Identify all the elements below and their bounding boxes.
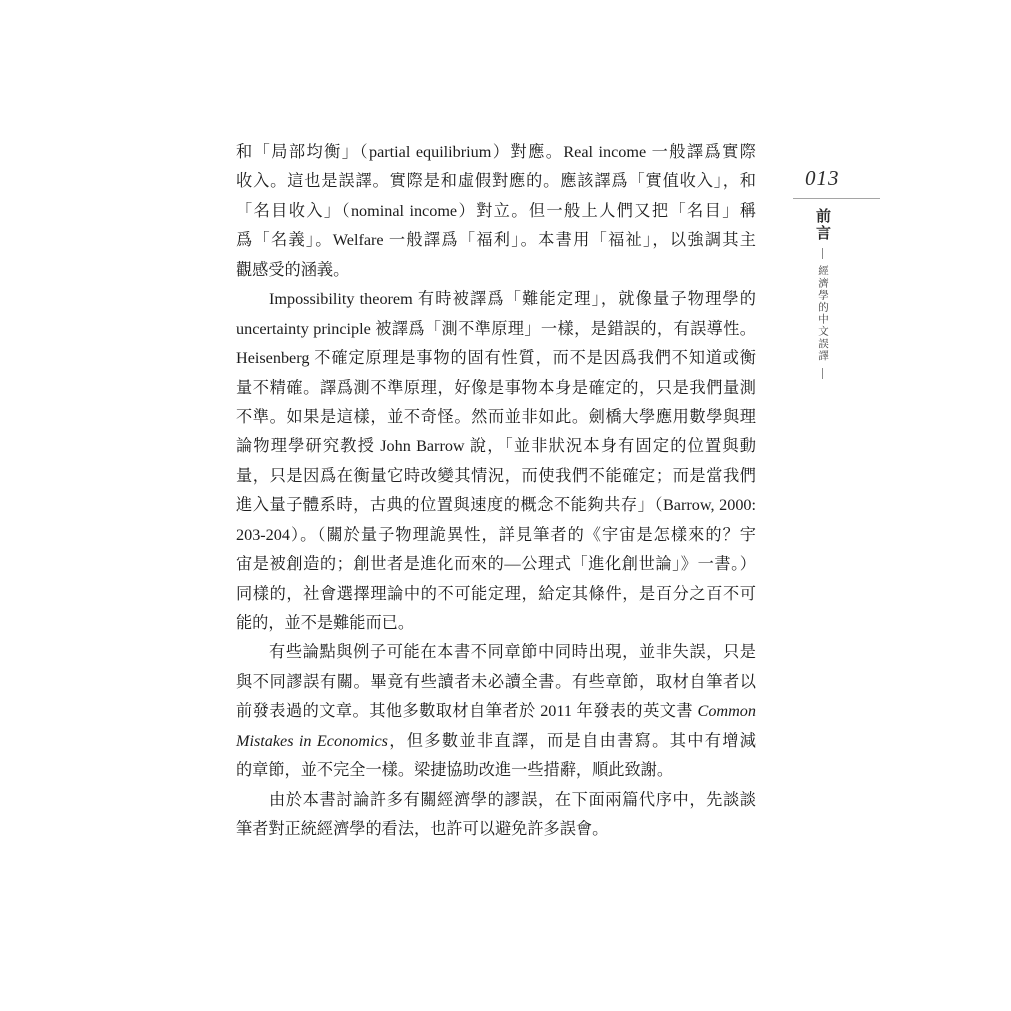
text-line: uncertainty principle 被譯爲「測不準原理」一樣，是錯誤的，有誤導性。 [236, 319, 756, 338]
text-line: 與不同謬誤有關。畢竟有些讀者未必讀全書。有些章節，取材自筆者以 [236, 672, 756, 691]
text-line: 同樣的，社會選擇理論中的不可能定理，給定其條件，是百分之百不可 [236, 584, 756, 603]
text-line: 收入。這也是誤譯。實際是和虛假對應的。應該譯爲「實值收入」，和 [236, 172, 756, 191]
italic-book-title: Common [697, 702, 756, 721]
page-number: 013 [805, 166, 840, 190]
text-line: 筆者對正統經濟學的看法，也許可以避免許多誤會。 [236, 820, 609, 839]
vertical-separator [822, 368, 823, 379]
text-line [236, 727, 756, 756]
text-segment: 前發表過的文章。其他多數取材自筆者於 2011 年發表的英文書 [236, 702, 698, 721]
text-line: 的章節，並不完全一樣。梁捷協助改進一些措辭，順此致謝。 [236, 761, 674, 780]
text-line: 量不精確。譯爲測不準原理，好像是事物本身是確定的，只是我們量測 [236, 378, 756, 397]
text-line: 不準。如果是這樣，並不奇怪。然而並非如此。劍橋大學應用數學與理 [236, 407, 756, 426]
chapter-title: 前言 [814, 208, 830, 242]
text-line: 由於本書討論許多有關經濟學的謬誤，在下面兩篇代序中，先談談 [269, 790, 756, 809]
text-segment: ，但多數並非直譯，而是自由書寫。其中有增減 [387, 731, 756, 750]
vertical-separator [822, 248, 823, 259]
text-line: 觀感受的涵義。 [236, 260, 350, 279]
text-line: 有些論點與例子可能在本書不同章節中同時出現，並非失誤，只是 [269, 643, 756, 662]
text-line: 「名目收入」（nominal income）對立。但一般上人們又把「名目」稱 [236, 201, 756, 220]
text-line: 量，只是因爲在衡量它時改變其情況，而使我們不能確定；而是當我們 [236, 466, 756, 485]
body-text-block [236, 138, 756, 845]
text-line: 和「局部均衡」（partial equilibrium）對應。Real income 一般譯爲實際 [236, 143, 756, 161]
chapter-subtitle: 經濟學的中文誤譯 [817, 265, 828, 362]
text-line: 爲「名義」。Welfare 一般譯爲「福利」。本書用「福祉」，以強調其主 [236, 231, 756, 250]
text-line: 203-204）。（關於量子物理詭異性，詳見筆者的《宇宙是怎樣來的？宇 [236, 525, 756, 544]
text-line: Impossibility theorem 有時被譯爲「難能定理」，就像量子物理學的 [269, 290, 756, 309]
text-line: 進入量子體系時，古典的位置與速度的概念不能夠共存」（Barrow, 2000: [236, 496, 756, 515]
text-line: Heisenberg 不確定原理是事物的固有性質，而不是因爲我們不知道或衡 [236, 349, 756, 368]
italic-book-title: Mistakes in Economics [236, 731, 388, 750]
text-line: 宙是被創造的；創世者是進化而來的—公理式「進化創世論」》一書。） [236, 555, 756, 574]
text-line: 能的，並不是難能而已。 [236, 614, 415, 632]
running-head [812, 208, 832, 385]
text-line: 論物理學研究教授 John Barrow 說，「並非狀況本身有固定的位置與動 [236, 437, 756, 456]
text-line [236, 697, 756, 726]
folio-divider-rule [793, 198, 880, 199]
